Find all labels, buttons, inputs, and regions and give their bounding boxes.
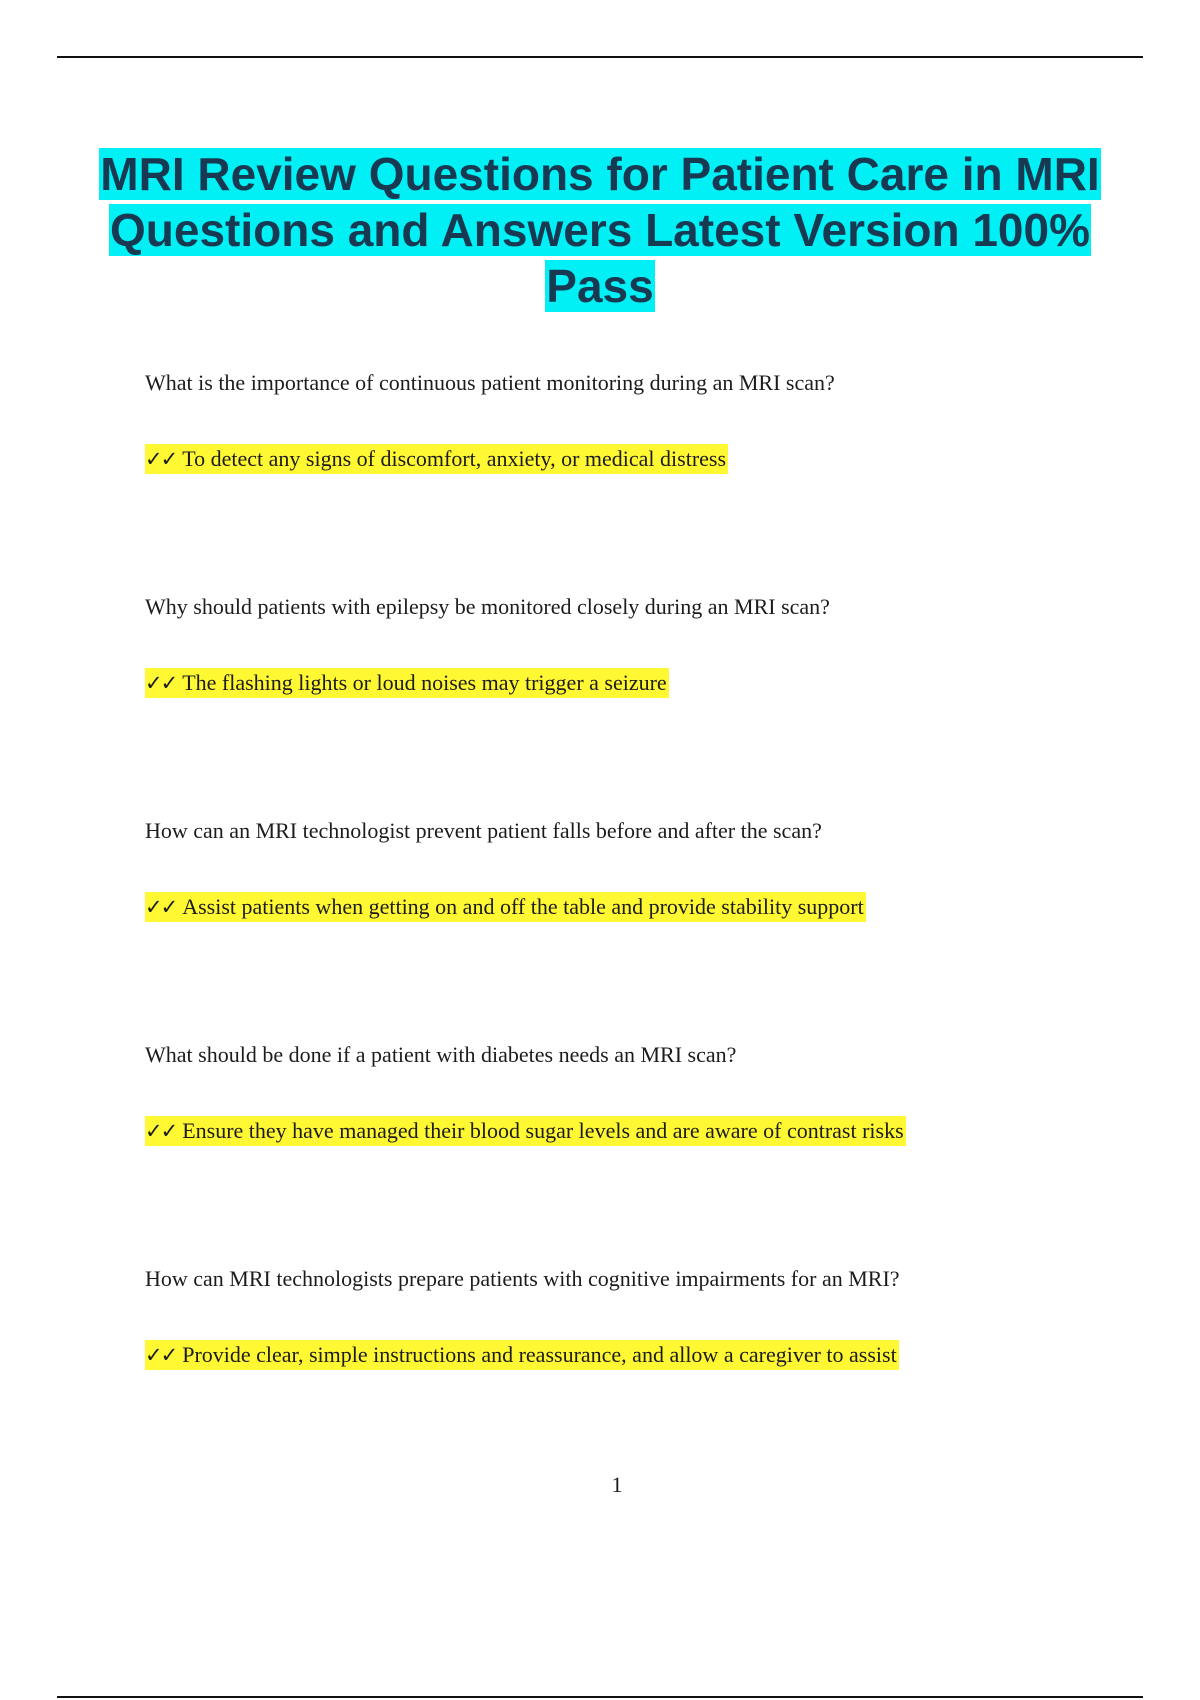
double-check-icon: ✓✓ (145, 671, 177, 695)
answer-highlight (145, 444, 728, 474)
document-title: MRI Review Questions for Patient Care in MRI Questions and Answers Latest Version 100% Pass (100, 148, 1100, 312)
qa-item-4 (145, 1041, 1145, 1146)
bottom-rule (57, 1696, 1143, 1698)
answer-highlight (145, 1116, 906, 1146)
answer-highlight (145, 892, 866, 922)
answer-text: Provide clear, simple instructions and reassurance, and allow a caregiver to assist (182, 1342, 897, 1367)
double-check-icon: ✓✓ (145, 895, 177, 919)
answer-text: Ensure they have managed their blood sugar levels and are aware of contrast risks (182, 1118, 904, 1143)
question-text: What is the importance of continuous patient monitoring during an MRI scan? (145, 370, 835, 395)
question-text: Why should patients with epilepsy be monitored closely during an MRI scan? (145, 594, 830, 619)
qa-item-5 (145, 1265, 1145, 1370)
qa-item-2 (145, 593, 1145, 698)
answer-highlight (145, 668, 669, 698)
double-check-icon: ✓✓ (145, 1343, 177, 1367)
title-block (60, 146, 1140, 314)
qa-item-1 (145, 369, 1145, 474)
question-text: What should be done if a patient with diabetes needs an MRI scan? (145, 1042, 737, 1067)
top-rule (57, 56, 1143, 58)
double-check-icon: ✓✓ (145, 447, 177, 471)
page-number: 1 (611, 1472, 623, 1497)
answer-text: To detect any signs of discomfort, anxiety, or medical distress (182, 446, 727, 471)
question-text: How can MRI technologists prepare patients with cognitive impairments for an MRI? (145, 1266, 900, 1291)
double-check-icon: ✓✓ (145, 1119, 177, 1143)
answer-text: Assist patients when getting on and off the table and provide stability support (182, 894, 864, 919)
question-text: How can an MRI technologist prevent patient falls before and after the scan? (145, 818, 822, 843)
qa-item-3 (145, 817, 1145, 922)
answer-highlight (145, 1340, 899, 1370)
answer-text: The flashing lights or loud noises may trigger a seizure (182, 670, 667, 695)
